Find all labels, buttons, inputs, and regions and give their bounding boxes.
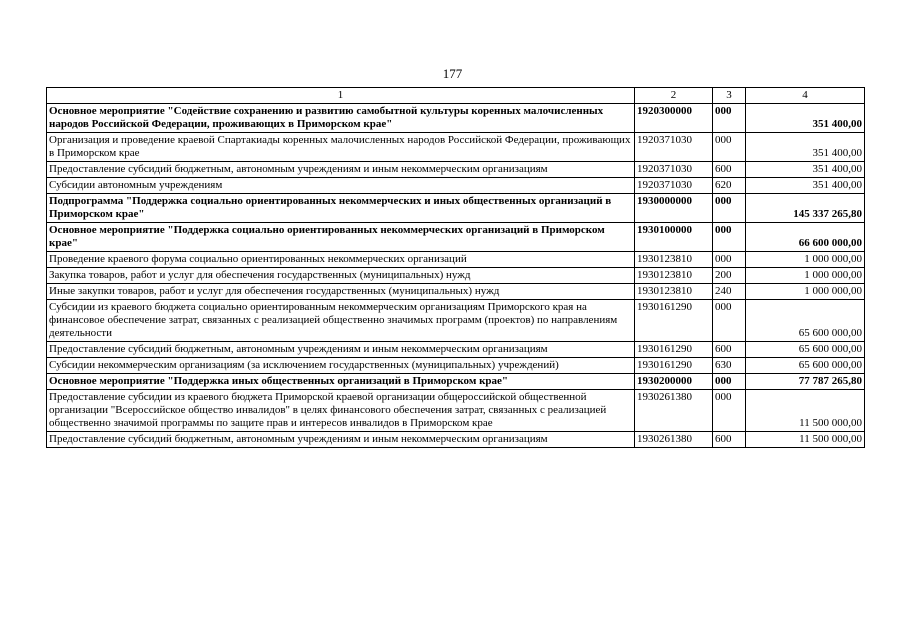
table-row — [47, 284, 865, 300]
row-code: 1920300000 — [635, 104, 713, 133]
row-sum: 11 500 000,00 — [746, 432, 865, 448]
row-kind: 620 — [713, 178, 746, 194]
row-name: Предоставление субсидий бюджетным, автономным учреждениям и иным некоммерческим организациям — [47, 162, 635, 178]
row-code: 1930200000 — [635, 374, 713, 390]
table-row — [47, 194, 865, 223]
table-row — [47, 178, 865, 194]
row-name: Предоставление субсидий бюджетным, автономным учреждениям и иным некоммерческим организациям — [47, 432, 635, 448]
table-row — [47, 133, 865, 162]
row-code: 1920371030 — [635, 162, 713, 178]
row-kind: 600 — [713, 432, 746, 448]
header-col-name: 1 — [47, 88, 635, 104]
row-sum: 77 787 265,80 — [746, 374, 865, 390]
table-row — [47, 162, 865, 178]
row-name: Субсидии некоммерческим организациям (за исключением государственных (муниципальных) учреждений) — [47, 358, 635, 374]
header-col-kind: 3 — [713, 88, 746, 104]
row-name: Основное мероприятие "Поддержка социально ориентированных некоммерческих организаций в Приморском крае" — [47, 223, 635, 252]
table-row — [47, 223, 865, 252]
row-code: 1930161290 — [635, 300, 713, 342]
row-sum: 66 600 000,00 — [746, 223, 865, 252]
row-kind: 000 — [713, 104, 746, 133]
row-name: Субсидии из краевого бюджета социально ориентированным некоммерческим организациям Приморского края на финансовое обеспечение затрат, связанных с реализацией общественно значимых программ (проектов) по направлениям деятельности — [47, 300, 635, 342]
row-sum: 65 600 000,00 — [746, 300, 865, 342]
row-kind: 200 — [713, 268, 746, 284]
row-name: Основное мероприятие "Содействие сохранению и развитию самобытной культуры коренных малочисленных народов Российской Федерации, проживающих в Приморском крае" — [47, 104, 635, 133]
row-code: 1930123810 — [635, 284, 713, 300]
page-number: 177 — [442, 66, 463, 81]
table-row — [47, 268, 865, 284]
row-sum: 351 400,00 — [746, 178, 865, 194]
row-kind: 000 — [713, 300, 746, 342]
header-col-sum: 4 — [746, 88, 865, 104]
row-sum: 65 600 000,00 — [746, 358, 865, 374]
table-row — [47, 374, 865, 390]
table-row — [47, 390, 865, 432]
row-kind: 000 — [713, 252, 746, 268]
row-sum: 145 337 265,80 — [746, 194, 865, 223]
row-code: 1920371030 — [635, 178, 713, 194]
table-row — [47, 104, 865, 133]
row-code: 1930123810 — [635, 268, 713, 284]
row-code: 1930100000 — [635, 223, 713, 252]
table-row — [47, 252, 865, 268]
row-kind: 000 — [713, 223, 746, 252]
table-row — [47, 300, 865, 342]
table-header-row — [47, 88, 865, 104]
header-col-code: 2 — [635, 88, 713, 104]
table-row — [47, 342, 865, 358]
budget-table — [46, 87, 865, 448]
row-name: Организация и проведение краевой Спартакиады коренных малочисленных народов Российской Федерации, проживающих в Приморском крае — [47, 133, 635, 162]
row-kind: 630 — [713, 358, 746, 374]
row-name: Закупка товаров, работ и услуг для обеспечения государственных (муниципальных) нужд — [47, 268, 635, 284]
table-row — [47, 358, 865, 374]
row-code: 1930261380 — [635, 432, 713, 448]
row-name: Субсидии автономным учреждениям — [47, 178, 635, 194]
row-sum: 1 000 000,00 — [746, 284, 865, 300]
row-sum: 65 600 000,00 — [746, 342, 865, 358]
row-sum: 1 000 000,00 — [746, 268, 865, 284]
row-name: Основное мероприятие "Поддержка иных общественных организаций в Приморском крае" — [47, 374, 635, 390]
row-code: 1930000000 — [635, 194, 713, 223]
row-kind: 000 — [713, 133, 746, 162]
row-name: Иные закупки товаров, работ и услуг для обеспечения государственных (муниципальных) нужд — [47, 284, 635, 300]
row-sum: 1 000 000,00 — [746, 252, 865, 268]
row-kind: 240 — [713, 284, 746, 300]
row-name: Предоставление субсидии из краевого бюджета Приморской краевой организации общероссийской общественной организации "Всероссийское общество инвалидов" в целях финансового обеспечения затрат, связанных с реализацией общественно значимой программы по защите прав и интересов инвалидов в Приморском крае — [47, 390, 635, 432]
row-kind: 000 — [713, 390, 746, 432]
row-sum: 351 400,00 — [746, 104, 865, 133]
row-name: Подпрограмма "Поддержка социально ориентированных некоммерческих и иных общественных организаций в Приморском крае" — [47, 194, 635, 223]
row-name: Проведение краевого форума социально ориентированных некоммерческих организаций — [47, 252, 635, 268]
row-sum: 11 500 000,00 — [746, 390, 865, 432]
row-code: 1930161290 — [635, 358, 713, 374]
row-code: 1920371030 — [635, 133, 713, 162]
row-kind: 600 — [713, 342, 746, 358]
row-code: 1930261380 — [635, 390, 713, 432]
row-kind: 600 — [713, 162, 746, 178]
row-code: 1930161290 — [635, 342, 713, 358]
row-kind: 000 — [713, 374, 746, 390]
row-kind: 000 — [713, 194, 746, 223]
row-sum: 351 400,00 — [746, 133, 865, 162]
table-row — [47, 432, 865, 448]
row-code: 1930123810 — [635, 252, 713, 268]
row-sum: 351 400,00 — [746, 162, 865, 178]
row-name: Предоставление субсидий бюджетным, автономным учреждениям и иным некоммерческим организациям — [47, 342, 635, 358]
